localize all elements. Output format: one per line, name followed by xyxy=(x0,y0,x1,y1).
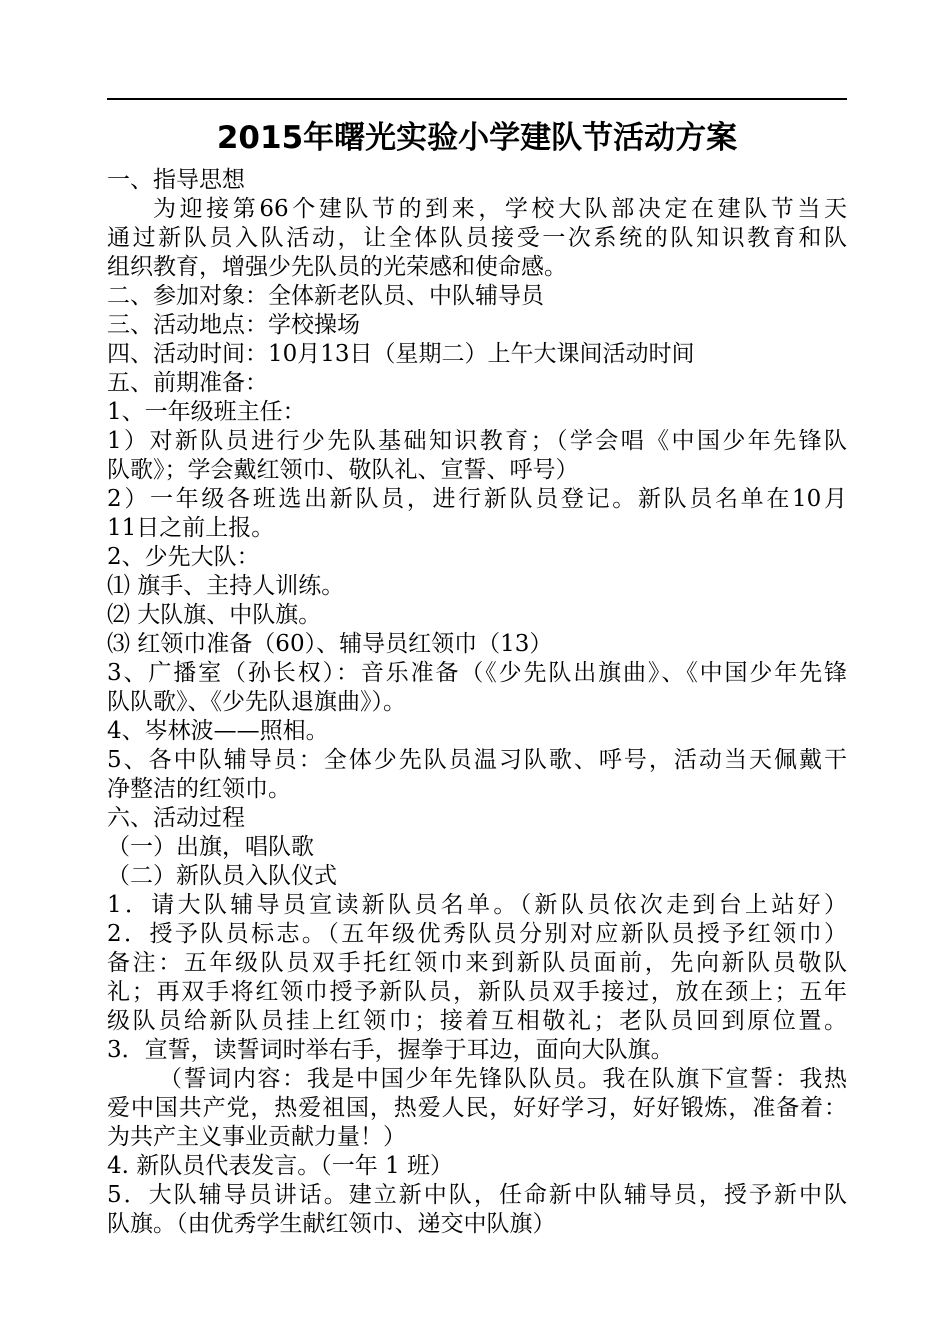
oath-line: 爱中国共产党，热爱祖国，热爱人民，好好学习，好好锻炼，准备着： xyxy=(107,1095,847,1121)
note-line: 级队员给新队员挂上红领巾；接着互相敬礼；老队员回到原位置。 xyxy=(107,1008,847,1034)
list-item: 2、少先大队： xyxy=(107,544,260,570)
list-item: 5、各中队辅导员：全体少先队员温习队歌、呼号，活动当天佩戴干 xyxy=(107,747,847,773)
subsection-heading: （一）出旗，唱队歌 xyxy=(107,834,314,860)
list-item: 1．请大队辅导员宣读新队员名单。（新队员依次走到台上站好） xyxy=(107,892,847,918)
section-heading-time: 四、活动时间：10月13日（星期二）上午大课间活动时间 xyxy=(107,341,695,367)
oath-line: （誓词内容：我是中国少年先锋队队员。我在队旗下宣誓：我热 xyxy=(159,1066,847,1092)
list-item: 净整洁的红领巾。 xyxy=(107,776,291,802)
section-heading-location: 三、活动地点：学校操场 xyxy=(107,312,360,338)
note-line: 礼；再双手将红领巾授予新队员，新队员双手接过，放在颈上；五年 xyxy=(107,979,847,1005)
list-item: 5．大队辅导员讲话。建立新中队，任命新中队辅导员，授予新中队 xyxy=(107,1182,847,1208)
list-item: 1、一年级班主任： xyxy=(107,399,306,425)
list-item: 3．宣誓，读誓词时举右手，握拳于耳边，面向大队旗。 xyxy=(107,1037,674,1063)
list-item: 队歌》；学会戴红领巾、敬队礼、宣誓、呼号） xyxy=(107,457,579,483)
list-item: 4、岑林波——照相。 xyxy=(107,718,329,744)
list-item: 4. 新队员代表发言。（一年 1 班） xyxy=(107,1153,454,1179)
list-item: 11日之前上报。 xyxy=(107,515,275,541)
list-item: 队旗。（由优秀学生献红领巾、递交中队旗） xyxy=(107,1211,556,1237)
document-body xyxy=(107,166,847,1239)
oath-line: 为共产主义事业贡献力量！） xyxy=(107,1124,406,1150)
section-heading-participants: 二、参加对象：全体新老队员、中队辅导员 xyxy=(107,283,544,309)
section-heading-process: 六、活动过程 xyxy=(107,805,245,831)
section-heading-preparation: 五、前期准备： xyxy=(107,370,268,396)
list-item: 3、广播室（孙长权）：音乐准备（《少先队出旗曲》、《中国少年先锋 xyxy=(107,660,847,686)
note-line: 备注：五年级队员双手托红领巾来到新队员面前，先向新队员敬队 xyxy=(107,950,847,976)
header-rule xyxy=(107,98,847,100)
list-item: 2．授予队员标志。（五年级优秀队员分别对应新队员授予红领巾） xyxy=(107,921,847,947)
document-page xyxy=(107,98,847,1239)
paragraph-line: 通过新队员入队活动，让全体队员接受一次系统的队知识教育和队 xyxy=(107,225,847,251)
list-item: ⑵ 大队旗、中队旗。 xyxy=(107,602,322,628)
paragraph-line: 为迎接第66个建队节的到来，学校大队部决定在建队节当天 xyxy=(153,196,847,222)
document-title: 2015年曙光实验小学建队节活动方案 xyxy=(216,120,738,156)
list-item: ⑴ 旗手、主持人训练。 xyxy=(107,573,345,599)
list-item: ⑶ 红领巾准备（60）、辅导员红领巾（13） xyxy=(107,631,553,657)
paragraph-line: 组织教育，增强少先队员的光荣感和使命感。 xyxy=(107,254,567,280)
section-heading-guiding-thought: 一、指导思想 xyxy=(107,167,245,193)
subsection-heading: （二）新队员入队仪式 xyxy=(107,863,337,889)
list-item: 1）对新队员进行少先队基础知识教育；（学会唱《中国少年先锋队 xyxy=(107,428,847,454)
list-item: 队队歌》、《少先队退旗曲》）。 xyxy=(107,689,406,715)
list-item: 2）一年级各班选出新队员，进行新队员登记。新队员名单在10月 xyxy=(107,486,847,512)
